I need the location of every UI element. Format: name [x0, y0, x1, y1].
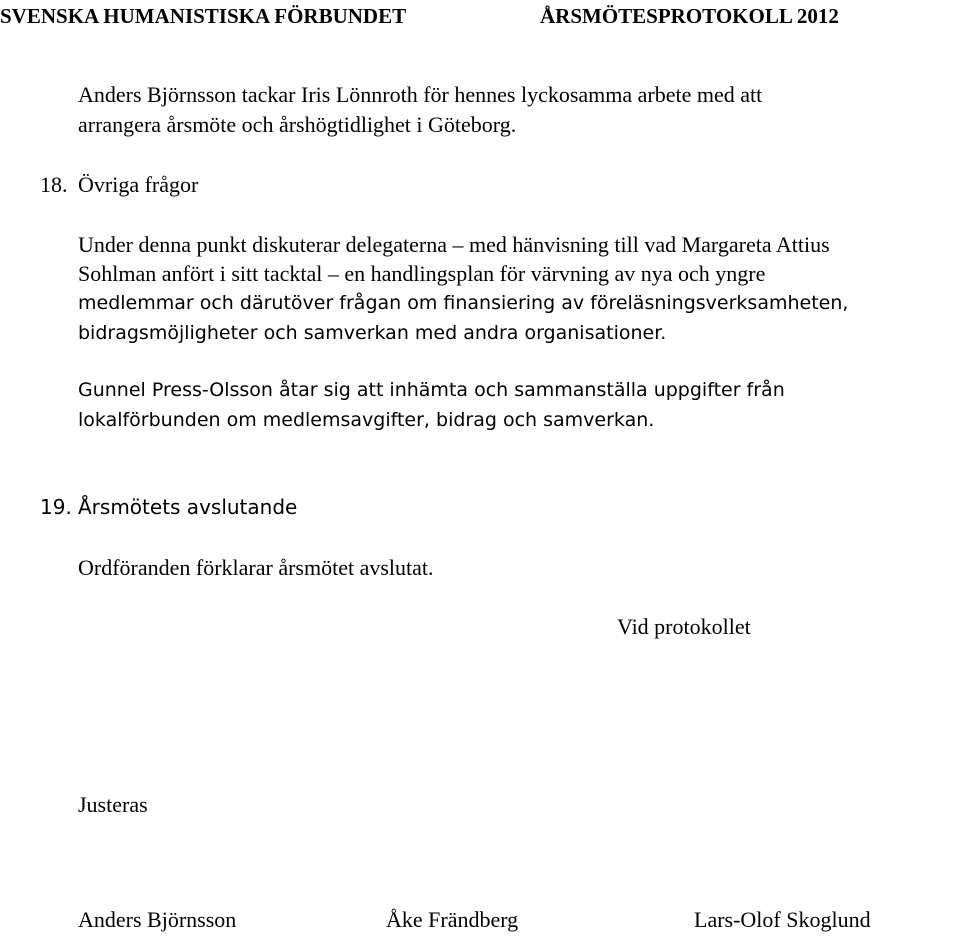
- paragraph-line: Gunnel Press-Olsson åtar sig att inhämta och sammanställa uppgifter från: [78, 379, 785, 401]
- section-18-heading: [40, 174, 198, 196]
- section-19-text: Ordföranden förklarar årsmötet avslutat.: [78, 555, 434, 580]
- signature-name: Åke Frändberg: [386, 907, 519, 932]
- paragraph-line: Sohlman anfört i sitt tacktal – en handlingsplan för värvning av nya och yngre: [78, 261, 766, 286]
- section-title: Årsmötets avslutande: [78, 495, 298, 519]
- paragraph-line: arrangera årsmöte och årshögtidlighet i Göteborg.: [78, 112, 517, 137]
- paragraph-line: Under denna punkt diskuterar delegaterna – med hänvisning till vad Margareta Attius: [78, 232, 830, 257]
- section-title: Övriga frågor: [78, 172, 199, 197]
- paragraph-line: medlemmar och därutöver frågan om finansiering av föreläsningsverksamheten,: [78, 292, 849, 314]
- document-title: ÅRSMÖTESPROTOKOLL 2012: [540, 4, 839, 28]
- section-19-heading: [40, 497, 297, 517]
- section-number: 19.: [40, 495, 72, 519]
- justeras-label: Justeras: [78, 792, 148, 817]
- vid-protokollet-label: Vid protokollet: [617, 614, 751, 639]
- section-number: 18.: [40, 172, 68, 197]
- organization-name: SVENSKA HUMANISTISKA FÖRBUNDET: [0, 4, 407, 28]
- paragraph-line: bidragsmöjligheter och samverkan med andra organisationer.: [78, 322, 667, 344]
- signature-name: Anders Björnsson: [78, 907, 237, 932]
- signature-name: Lars-Olof Skoglund: [694, 907, 871, 932]
- paragraph-line: Anders Björnsson tackar Iris Lönnroth för hennes lyckosamma arbete med att: [78, 82, 763, 107]
- paragraph-line: lokalförbunden om medlemsavgifter, bidrag och samverkan.: [78, 409, 655, 431]
